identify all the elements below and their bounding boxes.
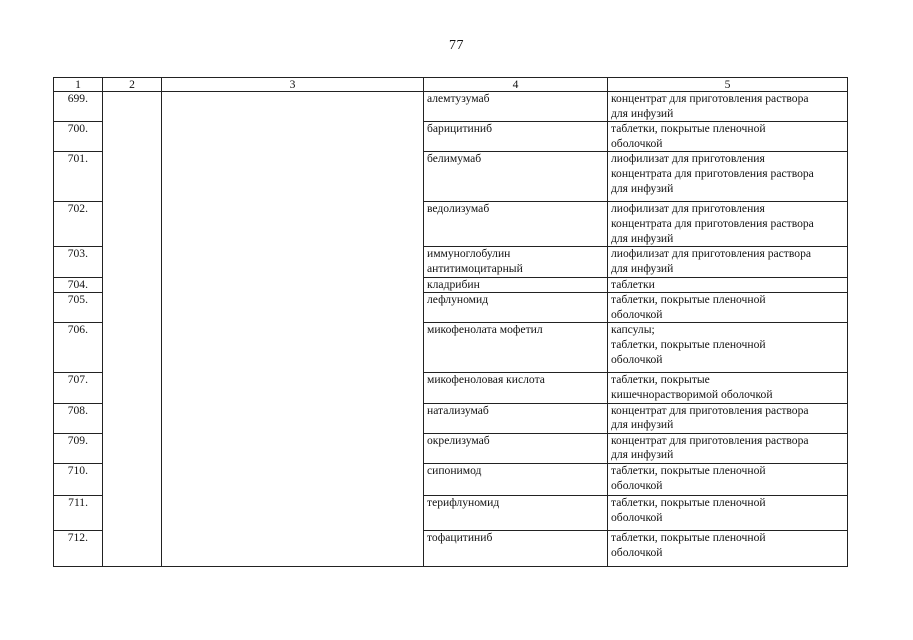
dosage-form: таблетки, покрытые пленочной оболочкой xyxy=(608,293,848,323)
drug-name: ведолизумаб xyxy=(424,202,608,247)
row-number: 700. xyxy=(54,122,103,152)
page-number: 77 xyxy=(449,38,464,53)
dosage-form: таблетки, покрытые пленочной оболочкой xyxy=(608,122,848,152)
dosage-form: концентрат для приготовления раствора для инфузий xyxy=(608,92,848,122)
dosage-form: таблетки, покрытые пленочной оболочкой xyxy=(608,530,848,566)
drug-name: кладрибин xyxy=(424,277,608,293)
dosage-form: лиофилизат для приготовления концентрата для приготовления раствора для инфузий xyxy=(608,202,848,247)
drug-name: тофацитиниб xyxy=(424,530,608,566)
row-number: 708. xyxy=(54,403,103,433)
column-header-5: 5 xyxy=(608,78,848,92)
column-header-2: 2 xyxy=(103,78,162,92)
row-number: 707. xyxy=(54,373,103,403)
drug-name: терифлуномид xyxy=(424,495,608,530)
drug-name: сипонимод xyxy=(424,463,608,495)
drug-name: иммуноглобулин антитимоцитарный xyxy=(424,247,608,277)
column-header-4: 4 xyxy=(424,78,608,92)
row-number: 703. xyxy=(54,247,103,277)
table-header-row xyxy=(54,78,848,92)
dosage-form: таблетки xyxy=(608,277,848,293)
row-number: 704. xyxy=(54,277,103,293)
drug-name: микофеноловая кислота xyxy=(424,373,608,403)
drug-name: лефлуномид xyxy=(424,293,608,323)
drug-name: алемтузумаб xyxy=(424,92,608,122)
row-number: 705. xyxy=(54,293,103,323)
row-number: 701. xyxy=(54,152,103,202)
drug-name: натализумаб xyxy=(424,403,608,433)
table-row xyxy=(54,92,848,122)
drug-name: окрелизумаб xyxy=(424,433,608,463)
column-2-cell xyxy=(103,92,162,567)
row-number: 712. xyxy=(54,530,103,566)
dosage-form: лиофилизат для приготовления концентрата для приготовления раствора для инфузий xyxy=(608,152,848,202)
column-3-cell xyxy=(162,92,424,567)
row-number: 711. xyxy=(54,495,103,530)
dosage-form: таблетки, покрытые кишечнорастворимой оболочкой xyxy=(608,373,848,403)
row-number: 710. xyxy=(54,463,103,495)
drug-name: барицитиниб xyxy=(424,122,608,152)
column-header-3: 3 xyxy=(162,78,424,92)
dosage-form: капсулы; таблетки, покрытые пленочной оболочкой xyxy=(608,323,848,373)
drug-table xyxy=(53,77,848,567)
dosage-form: таблетки, покрытые пленочной оболочкой xyxy=(608,463,848,495)
dosage-form: лиофилизат для приготовления раствора для инфузий xyxy=(608,247,848,277)
dosage-form: таблетки, покрытые пленочной оболочкой xyxy=(608,495,848,530)
row-number: 706. xyxy=(54,323,103,373)
row-number: 709. xyxy=(54,433,103,463)
row-number: 699. xyxy=(54,92,103,122)
drug-name: микофенолата мофетил xyxy=(424,323,608,373)
drug-name: белимумаб xyxy=(424,152,608,202)
row-number: 702. xyxy=(54,202,103,247)
dosage-form: концентрат для приготовления раствора для инфузий xyxy=(608,433,848,463)
column-header-1: 1 xyxy=(54,78,103,92)
dosage-form: концентрат для приготовления раствора для инфузий xyxy=(608,403,848,433)
